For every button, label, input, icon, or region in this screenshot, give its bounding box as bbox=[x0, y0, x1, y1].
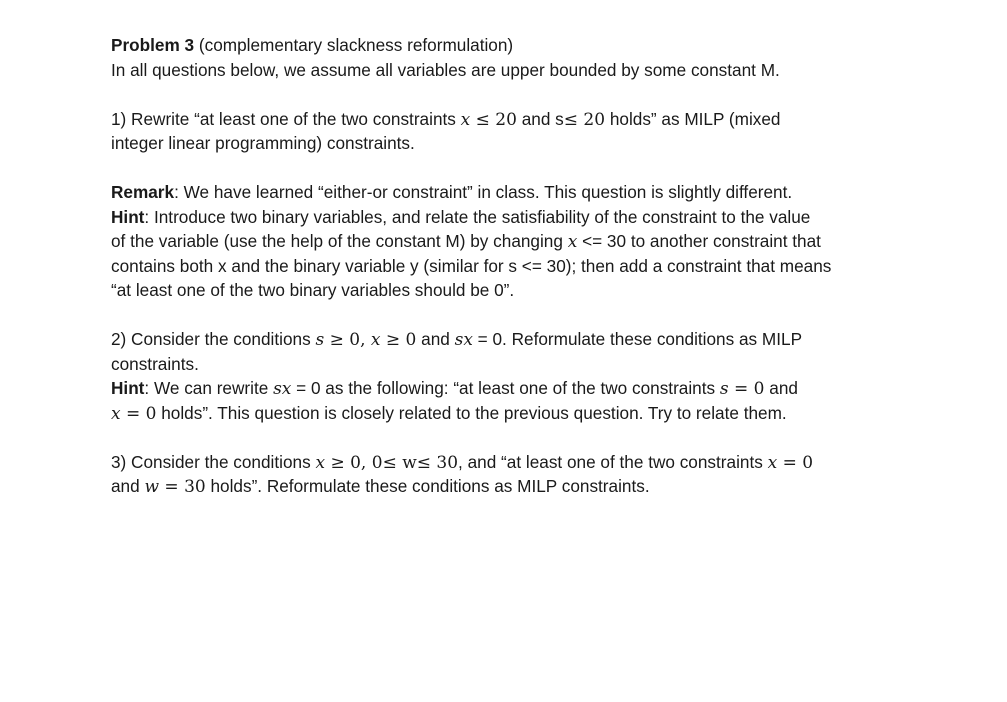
problem-intro: In all questions below, we assume all variables are upper bounded by some constant M. bbox=[111, 59, 780, 80]
hint-2-line-2 bbox=[111, 401, 901, 426]
math-eq-0: = 0 bbox=[120, 403, 157, 424]
hint-1-line-4: “at least one of the two binary variables should be 0”. bbox=[111, 280, 515, 300]
question-3-line-1 bbox=[111, 450, 901, 475]
math-var-sx: sx bbox=[454, 330, 473, 350]
hint-label: Hint bbox=[111, 378, 145, 398]
q3-text-a: 3) Consider the conditions bbox=[111, 451, 316, 472]
math-var-w: w bbox=[144, 477, 160, 497]
hint-1-line-3: contains both x and the binary variable y (similar for s <= 30); then add a constraint that means bbox=[111, 255, 832, 276]
q3-text-d: holds”. Reformulate these conditions as MILP constraints. bbox=[205, 476, 650, 496]
math-var-x: x bbox=[370, 330, 381, 350]
q2-text-a: 2) Consider the conditions bbox=[111, 329, 316, 349]
math-var-x: x bbox=[460, 109, 471, 130]
math-ge-0: ≥ 0, bbox=[324, 330, 371, 350]
q1-text-c: holds” as MILP (mixed bbox=[605, 108, 781, 129]
math-le-30: ≤ 30 bbox=[416, 452, 459, 473]
problem-title-bold: Problem 3 bbox=[111, 35, 195, 55]
hint-label: Hint bbox=[111, 206, 145, 227]
math-var-x: x bbox=[567, 232, 578, 252]
hint-1-line-1 bbox=[111, 205, 901, 230]
question-2-line-2: constraints. bbox=[111, 353, 199, 374]
math-var-s: s bbox=[719, 379, 729, 399]
math-eq-30: = 30 bbox=[159, 477, 206, 497]
hint-2-text-d: holds”. This question is closely related to the previous question. Try to relate them. bbox=[156, 402, 787, 423]
math-eq-0: = 0 bbox=[728, 379, 765, 399]
q3-text-c: and bbox=[111, 476, 145, 496]
q3-text-b: , and “at least one of the two constraints bbox=[458, 451, 768, 472]
problem-title-rest: (complementary slackness reformulation) bbox=[194, 35, 514, 55]
math-le-20-b: ≤ 20 bbox=[563, 109, 606, 130]
q2-text-b: and bbox=[416, 329, 455, 349]
hint-1-text-1: : Introduce two binary variables, and relate the satisfiability of the constraint to the value bbox=[144, 206, 811, 227]
hint-1-line-2 bbox=[111, 229, 901, 254]
math-var-x: x bbox=[111, 403, 121, 424]
spacer bbox=[111, 425, 901, 450]
math-ge-0: ≥ 0 bbox=[380, 330, 417, 350]
math-var-x: x bbox=[315, 452, 326, 473]
math-le-20: ≤ 20 bbox=[470, 109, 517, 130]
hint-1-text-2a: of the variable (use the help of the constant M) by changing bbox=[111, 231, 568, 251]
hint-2-text-c: and bbox=[764, 378, 798, 398]
q1-text-a: 1) Rewrite “at least one of the two constraints bbox=[111, 108, 461, 129]
hint-2-text-b: = 0 as the following: “at least one of the two constraints bbox=[291, 378, 720, 398]
math-var-s: s bbox=[315, 330, 325, 350]
question-1-line-1 bbox=[111, 107, 901, 132]
remark-line bbox=[111, 180, 901, 205]
question-3-line-2 bbox=[111, 474, 901, 499]
q2-text-c: = 0. Reformulate these conditions as MILP bbox=[472, 329, 803, 349]
math-var-x: x bbox=[767, 452, 778, 473]
hint-1-text-2b: <= 30 to another constraint that bbox=[577, 231, 821, 251]
q1-text-b: and s bbox=[516, 108, 564, 129]
math-var-sx: sx bbox=[273, 379, 292, 399]
math-le-w: ≤ w bbox=[382, 452, 417, 473]
remark-text: : We have learned “either-or constraint” in class. This question is slightly different. bbox=[174, 182, 793, 202]
document-body bbox=[111, 33, 901, 499]
hint-2-line-1 bbox=[111, 376, 901, 401]
hint-2-text-a: : We can rewrite bbox=[144, 378, 274, 398]
spacer bbox=[111, 156, 901, 181]
spacer bbox=[111, 303, 901, 328]
math-eq-0: = 0 bbox=[777, 452, 814, 473]
math-ge-0: ≥ 0, 0 bbox=[325, 452, 383, 473]
question-2-line-1 bbox=[111, 327, 901, 352]
problem-title-line bbox=[111, 33, 901, 58]
remark-label: Remark bbox=[111, 182, 175, 202]
spacer bbox=[111, 82, 901, 107]
question-1-line-2: integer linear programming) constraints. bbox=[111, 133, 415, 153]
